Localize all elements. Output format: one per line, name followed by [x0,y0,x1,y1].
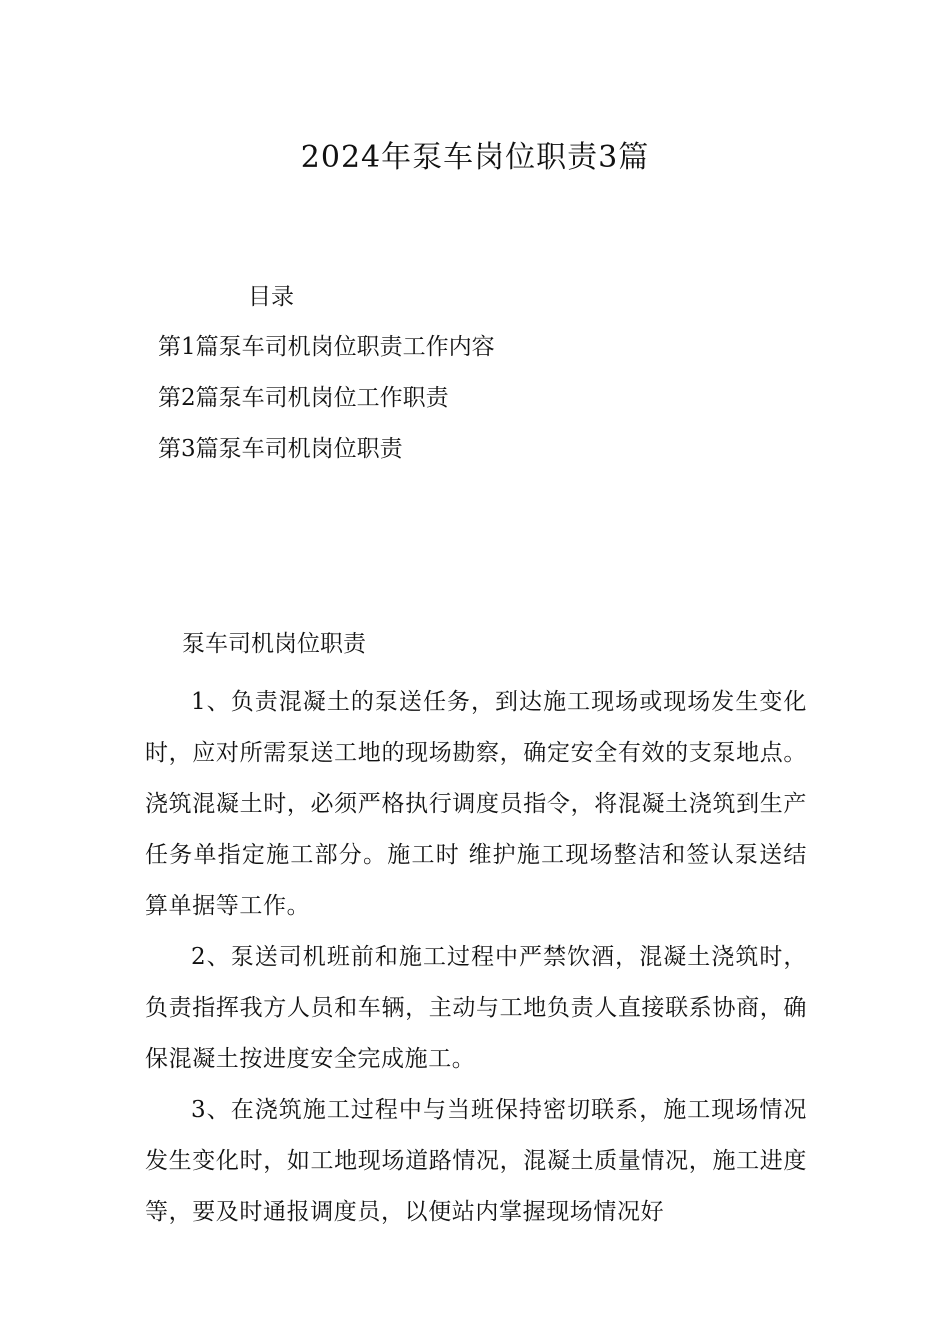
section-heading: 泵车司机岗位职责 [182,631,366,657]
paragraph-3: 3、在浇筑施工过程中与当班保持密切联系，施工现场情况发生变化时，如工地现场道路情况，混凝土质量情况，施工进度等，要及时通报调度员，以便站内掌握现场情况好 [145,1097,807,1225]
toc-item-2[interactable]: 第2篇泵车司机岗位工作职责 [158,385,449,411]
table-of-contents [158,330,495,483]
paragraph-1: 1、负责混凝土的泵送任务，到达施工现场或现场发生变化时，应对所需泵送工地的现场勘察，确定安全有效的支泵地点。浇筑混凝土时，必须严格执行调度员指令，将混凝土浇筑到生产任务单指定施工部分。施工时 维护施工现场整洁和签认泵送结算单据等工作。 [145,689,807,919]
section-body [145,677,807,1238]
toc-item-1[interactable]: 第1篇泵车司机岗位职责工作内容 [158,334,495,360]
toc-item-3[interactable]: 第3篇泵车司机岗位职责 [158,436,403,462]
paragraph-2: 2、泵送司机班前和施工过程中严禁饮酒，混凝土浇筑时，负责指挥我方人员和车辆，主动与工地负责人直接联系协商，确保混凝土按进度安全完成施工。 [145,944,807,1072]
toc-heading: 目录 [248,284,294,310]
document-title: 2024年泵车岗位职责3篇 [300,140,650,175]
